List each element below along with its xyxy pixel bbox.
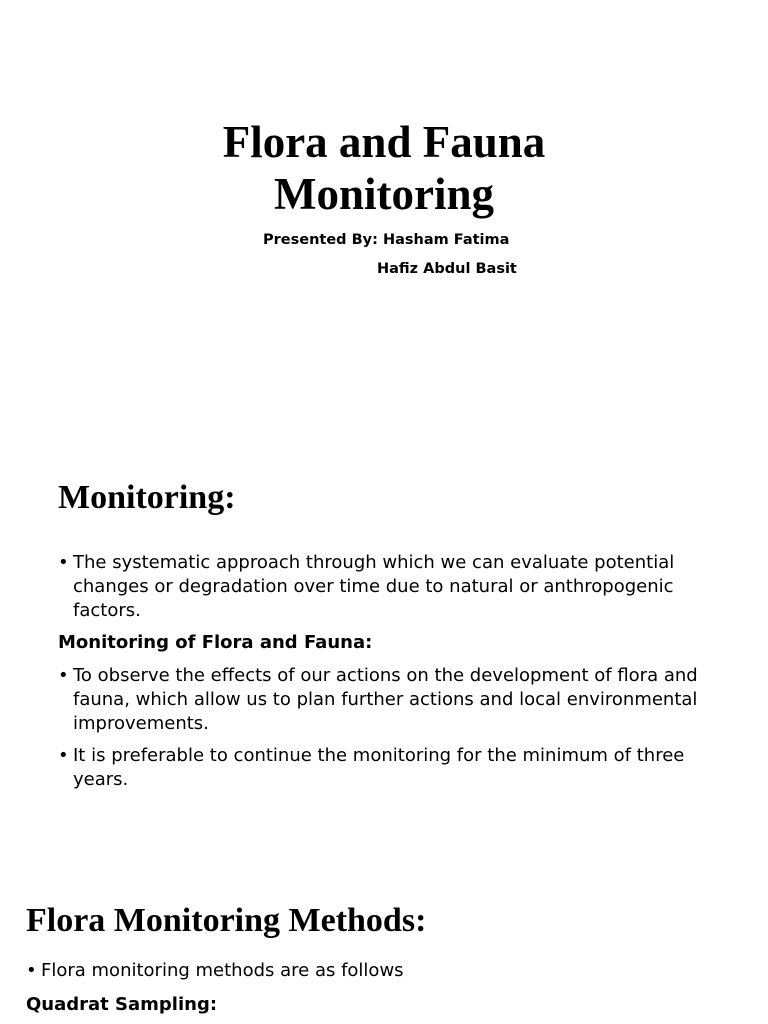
bullet-2-line-3: improvements. — [73, 713, 209, 734]
bullet-marker: • — [58, 745, 69, 766]
bullet-marker: • — [26, 960, 37, 981]
presenter-line-1: Presented By: Hasham Fatima — [263, 232, 510, 248]
monitoring-subheading: Monitoring of Flora and Fauna: — [58, 632, 373, 653]
bullet-2-line-1: To observe the effects of our actions on the development of flora and — [73, 665, 698, 686]
flora-bullet-1: Flora monitoring methods are as follows — [41, 960, 404, 981]
slide-title-line-1: Flora and Fauna — [222, 117, 546, 167]
bullet-marker: • — [58, 552, 69, 573]
title-slide — [0, 0, 768, 440]
bullet-3-line-1: It is preferable to continue the monitoring for the minimum of three — [73, 745, 685, 766]
monitoring-heading: Monitoring: — [58, 479, 236, 516]
bullet-2-line-2: fauna, which allow us to plan further actions and local environmental — [73, 689, 698, 710]
quadrat-sampling-subheading: Quadrat Sampling: — [26, 994, 218, 1015]
presenter-line-2: Hafiz Abdul Basit — [377, 261, 517, 277]
bullet-3-line-2: years. — [73, 769, 129, 790]
bullet-marker: • — [58, 665, 69, 686]
bullet-1-line-2: changes or degradation over time due to natural or anthropogenic — [73, 576, 674, 597]
bullet-1-line-1: The systematic approach through which we can evaluate potential — [73, 552, 675, 573]
slide-title-line-2: Monitoring — [274, 169, 494, 219]
bullet-1-line-3: factors. — [73, 600, 141, 621]
flora-methods-heading: Flora Monitoring Methods: — [26, 902, 427, 939]
